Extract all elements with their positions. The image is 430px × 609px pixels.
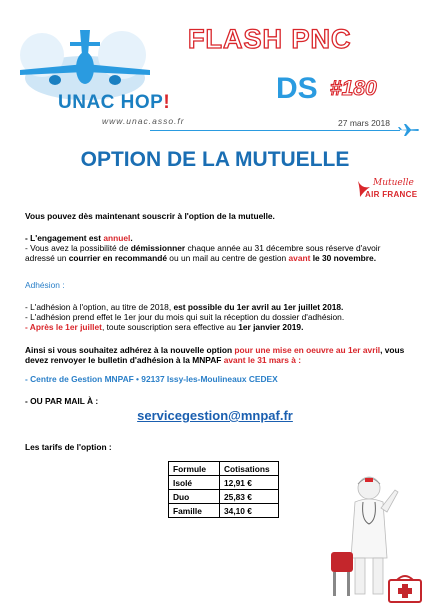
website-url[interactable]: www.unac.asso.fr (102, 116, 185, 126)
wish-paragraph (25, 345, 410, 365)
flash-pnc-title: FLASH PNC (188, 24, 352, 54)
table-cell: Duo (169, 490, 220, 504)
table-cell: 12,91 € (220, 476, 279, 490)
adhesion-line-1b: est possible du 1er avril au 1er juillet 2018. (173, 302, 344, 312)
page-title: OPTION DE LA MUTUELLE (80, 148, 350, 171)
publication-date: 27 mars 2018 (338, 118, 390, 128)
adhesion-line-3c: 1er janvier 2019. (238, 322, 304, 333)
header-divider (150, 130, 400, 131)
logo-hop-text: HOP (120, 92, 164, 113)
engagement-paragraph (25, 233, 410, 264)
engagement-suffix: . (130, 233, 133, 243)
issue-number: #180 (330, 77, 377, 100)
email-link[interactable]: servicegestion@mnpaf.fr (137, 408, 293, 423)
adhesion-heading: Adhésion : (25, 280, 65, 290)
adhesion-line-1a: - L'adhésion à l'option, au titre de 2018, (25, 302, 174, 312)
doctor-illustration-icon (325, 468, 430, 609)
table-cell: 34,10 € (220, 504, 279, 518)
table-header-row (169, 462, 279, 476)
adhesion-line-2: - L'adhésion prend effet le 1er jour du mois qui suit la réception du dossier d'adhésion. (25, 312, 345, 323)
address-line: - Centre de Gestion MNPAF • 92137 Issy-les-Moulineaux CEDEX (25, 374, 278, 384)
table-cell: Isolé (169, 476, 220, 490)
table-row (169, 504, 279, 518)
wish-text-red: pour une mise en oeuvre au 1er avril (234, 345, 381, 355)
table-row (169, 490, 279, 504)
intro-paragraph: Vous pouvez dès maintenant souscrir à l'option de la mutuelle. (25, 211, 275, 221)
resign-text-bold2: courrier en recommandé (68, 253, 167, 264)
resign-text-3: ou un mail au centre de gestion (166, 253, 289, 264)
by-mail-label: - OU PAR MAIL À : (25, 396, 99, 406)
resign-text-red: avant (288, 253, 311, 264)
unac-hop-logo (58, 92, 170, 114)
table-cell: 25,83 € (220, 490, 279, 504)
wish-text-red2: avant le 31 mars à : (223, 355, 301, 366)
table-header-cell: Cotisations (220, 462, 279, 476)
table-header-cell: Formule (169, 462, 220, 476)
resign-text-4: le 30 novembre. (310, 253, 377, 264)
ds-label: DS (276, 72, 318, 105)
adhesion-line-3b: , toute souscription sera effective au (101, 322, 239, 333)
adhesion-paragraph (25, 302, 410, 333)
wish-text-1: Ainsi si vous souhaitez adhérez à la nouvelle option (25, 345, 235, 355)
airplane-icon (398, 124, 420, 136)
brand-mutuelle-text: Mutuelle (373, 178, 414, 188)
rates-heading: Les tarifs de l'option : (25, 442, 112, 452)
engagement-value: annuel (103, 233, 131, 243)
resign-text-2: chaque année au 31 décembre sous réserve d'avoir adressé un (25, 243, 381, 264)
logo-exclamation: ! (163, 92, 171, 113)
wish-text-2: , vous devez renvoyer le bulletin d'adhésion à la MNPAF (25, 345, 405, 366)
adhesion-line-3-red: - Après le 1er juillet (25, 322, 102, 333)
resign-text-bold: démissionner (130, 243, 186, 254)
logo-unac-text: UNAC (58, 92, 115, 113)
brand-air-france-text: AIR FRANCE (365, 190, 418, 199)
table-cell: Famille (169, 504, 220, 518)
engagement-label: - L'engagement est (25, 233, 104, 243)
table-row (169, 476, 279, 490)
rates-table (168, 461, 279, 518)
resign-text-1: - Vous avez la possibilité de (25, 243, 131, 254)
